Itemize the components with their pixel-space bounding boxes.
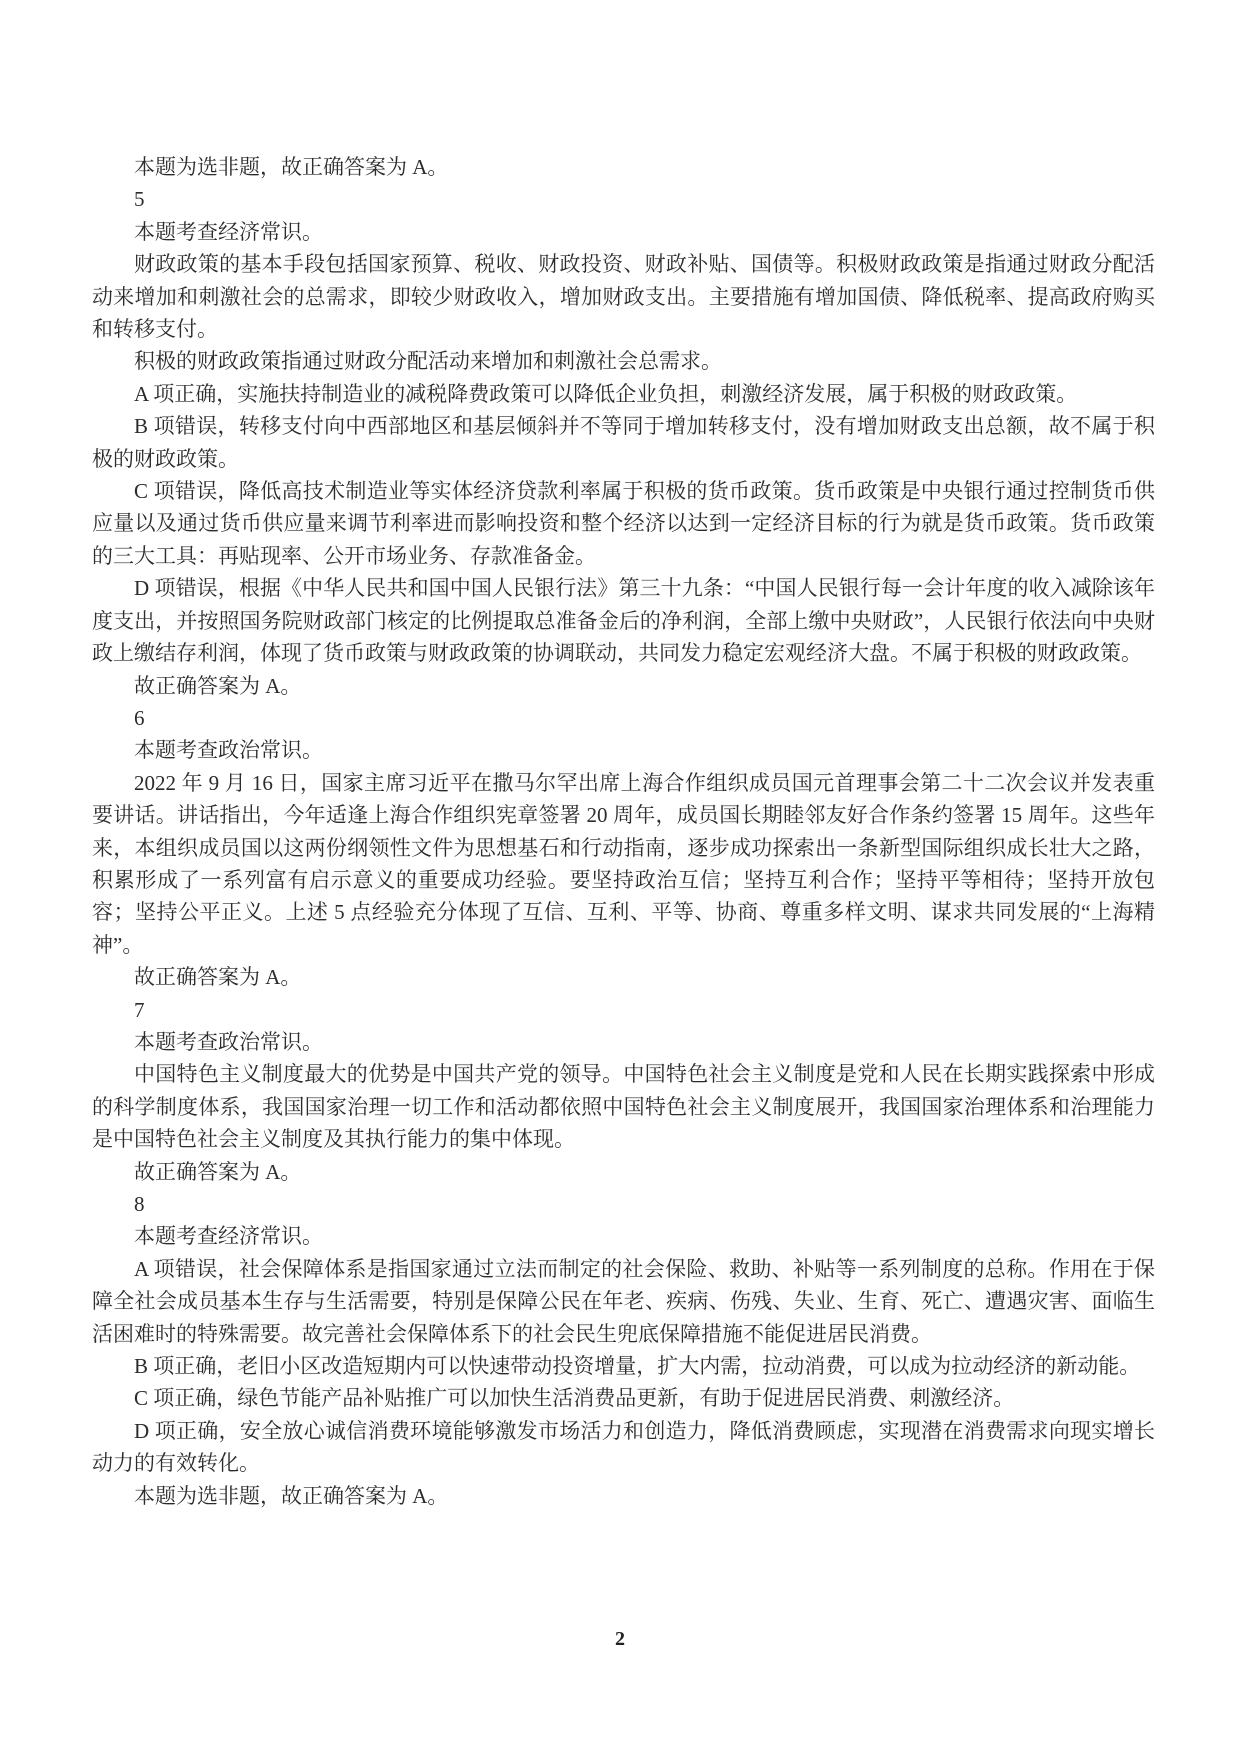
question-number-8: 8 xyxy=(134,1192,145,1216)
section-previous-answer-tail xyxy=(92,151,1155,183)
answer-conclusion: 故正确答案为 A。 xyxy=(134,673,302,698)
option-c-analysis: C 项正确，绿色节能产品补贴推广可以加快生活消费品更新，有助于促进居民消费、刺激经济。 xyxy=(134,1386,1015,1411)
option-c-analysis: C 项错误，降低高技术制造业等实体经济贷款利率属于积极的货币政策。货币政策是中央银行通过控制货币供应量以及通过货币供应量来调节利率进而影响投资和整个经济以达到一定经济目标的行为就是货币政策。货币政策的三大工具：再贴现率、公开市场业务、存款准备金。 xyxy=(92,479,1155,568)
explanation-paragraph: 本题考查政治常识。 xyxy=(134,1029,323,1054)
question-number-5: 5 xyxy=(134,187,145,212)
explanation-paragraph: 本题考查经济常识。 xyxy=(134,219,323,244)
option-b-analysis: B 项错误，转移支付向中西部地区和基层倾斜并不等同于增加转移支付，没有增加财政支出总额，故不属于积极的财政政策。 xyxy=(92,414,1155,471)
section-question-8 xyxy=(92,1188,1155,1512)
question-number-6: 6 xyxy=(134,705,145,730)
answer-conclusion: 本题为选非题，故正确答案为 A。 xyxy=(134,155,449,179)
page-number: 2 xyxy=(615,1628,625,1650)
answer-conclusion: 故正确答案为 A。 xyxy=(134,965,302,990)
explanation-paragraph: 财政政策的基本手段包括国家预算、税收、财政投资、财政补贴、国债等。积极财政政策是指通过财政分配活动来增加和刺激社会的总需求，即较少财政收入，增加财政支出。主要措施有增加国债、降低税率、提高政府购买和转移支付。 xyxy=(92,252,1155,342)
explanation-paragraph: 2022 年 9 月 16 日，国家主席习近平在撒马尔罕出席上海合作组织成员国元首理事会第二十二次会议并发表重要讲话。讲话指出，今年适逢上海合作组织宪章签署 20 周年，成员国长期睦邻友好合作条约签署 15 周年。这些年来，本组织成员国以这两份纲领性文件为思想基石和行动指南，逐步成功探索出一条新型国际组织成长壮大之路，积累形成了一系列富有启示意义的重要成功经验。要坚持政治互信；坚持互利合作；坚持平等相待；坚持开放包容；坚持公平正义。上述 5 点经验充分体现了互信、互利、平等、协商、尊重多样文明、谋求共同发展的“上海精神”。 xyxy=(92,770,1155,957)
option-d-analysis: D 项正确，安全放心诚信消费环境能够激发市场活力和创造力，降低消费顾虑，实现潜在消费需求向现实增长动力的有效转化。 xyxy=(92,1418,1155,1476)
option-d-analysis: D 项错误，根据《中华人民共和国中国人民银行法》第三十九条：“中国人民银行每一会计年度的收入减除该年度支出，并按照国务院财政部门核定的比例提取总准备金后的净利润，全部上缴中央财政”，人民银行依法向中央财政上缴结存利润，体现了货币政策与财政政策的协调联动，共同发力稳定宏观经济大盘。不属于积极的财政政策。 xyxy=(92,576,1155,666)
answer-conclusion: 本题为选非题，故正确答案为 A。 xyxy=(134,1483,449,1508)
explanation-paragraph: 本题考查政治常识。 xyxy=(134,738,323,763)
option-a-analysis: A 项正确，实施扶持制造业的减税降费政策可以降低企业负担，刺激经济发展，属于积极的财政政策。 xyxy=(134,381,1078,406)
section-question-7 xyxy=(92,994,1155,1188)
option-b-analysis: B 项正确，老旧小区改造短期内可以快速带动投资增量，扩大内需，拉动消费，可以成为拉动经济的新动能。 xyxy=(134,1354,1141,1379)
question-number-7: 7 xyxy=(134,997,145,1022)
option-a-analysis: A 项错误，社会保障体系是指国家通过立法而制定的社会保险、救助、补贴等一系列制度的总称。作用在于保障全社会成员基本生存与生活需要，特别是保障公民在年老、疾病、伤残、失业、生育、死亡、遭遇灾害、面临生活困难时的特殊需要。故完善社会保障体系下的社会民生兜底保障措施不能促进居民消费。 xyxy=(92,1256,1155,1346)
explanation-paragraph: 本题考查经济常识。 xyxy=(134,1224,323,1249)
section-question-6 xyxy=(92,702,1155,994)
explanation-paragraph: 中国特色主义制度最大的优势是中国共产党的领导。中国特色社会主义制度是党和人民在长期实践探索中形成的科学制度体系，我国国家治理一切工作和活动都依照中国特色社会主义制度展开，我国国家治理体系和治理能力是中国特色社会主义制度及其执行能力的集中体现。 xyxy=(92,1062,1155,1152)
section-question-5 xyxy=(92,183,1155,702)
answer-conclusion: 故正确答案为 A。 xyxy=(134,1159,302,1184)
text-column xyxy=(92,151,1155,1512)
explanation-paragraph: 积极的财政政策指通过财政分配活动来增加和刺激社会总需求。 xyxy=(134,349,722,374)
